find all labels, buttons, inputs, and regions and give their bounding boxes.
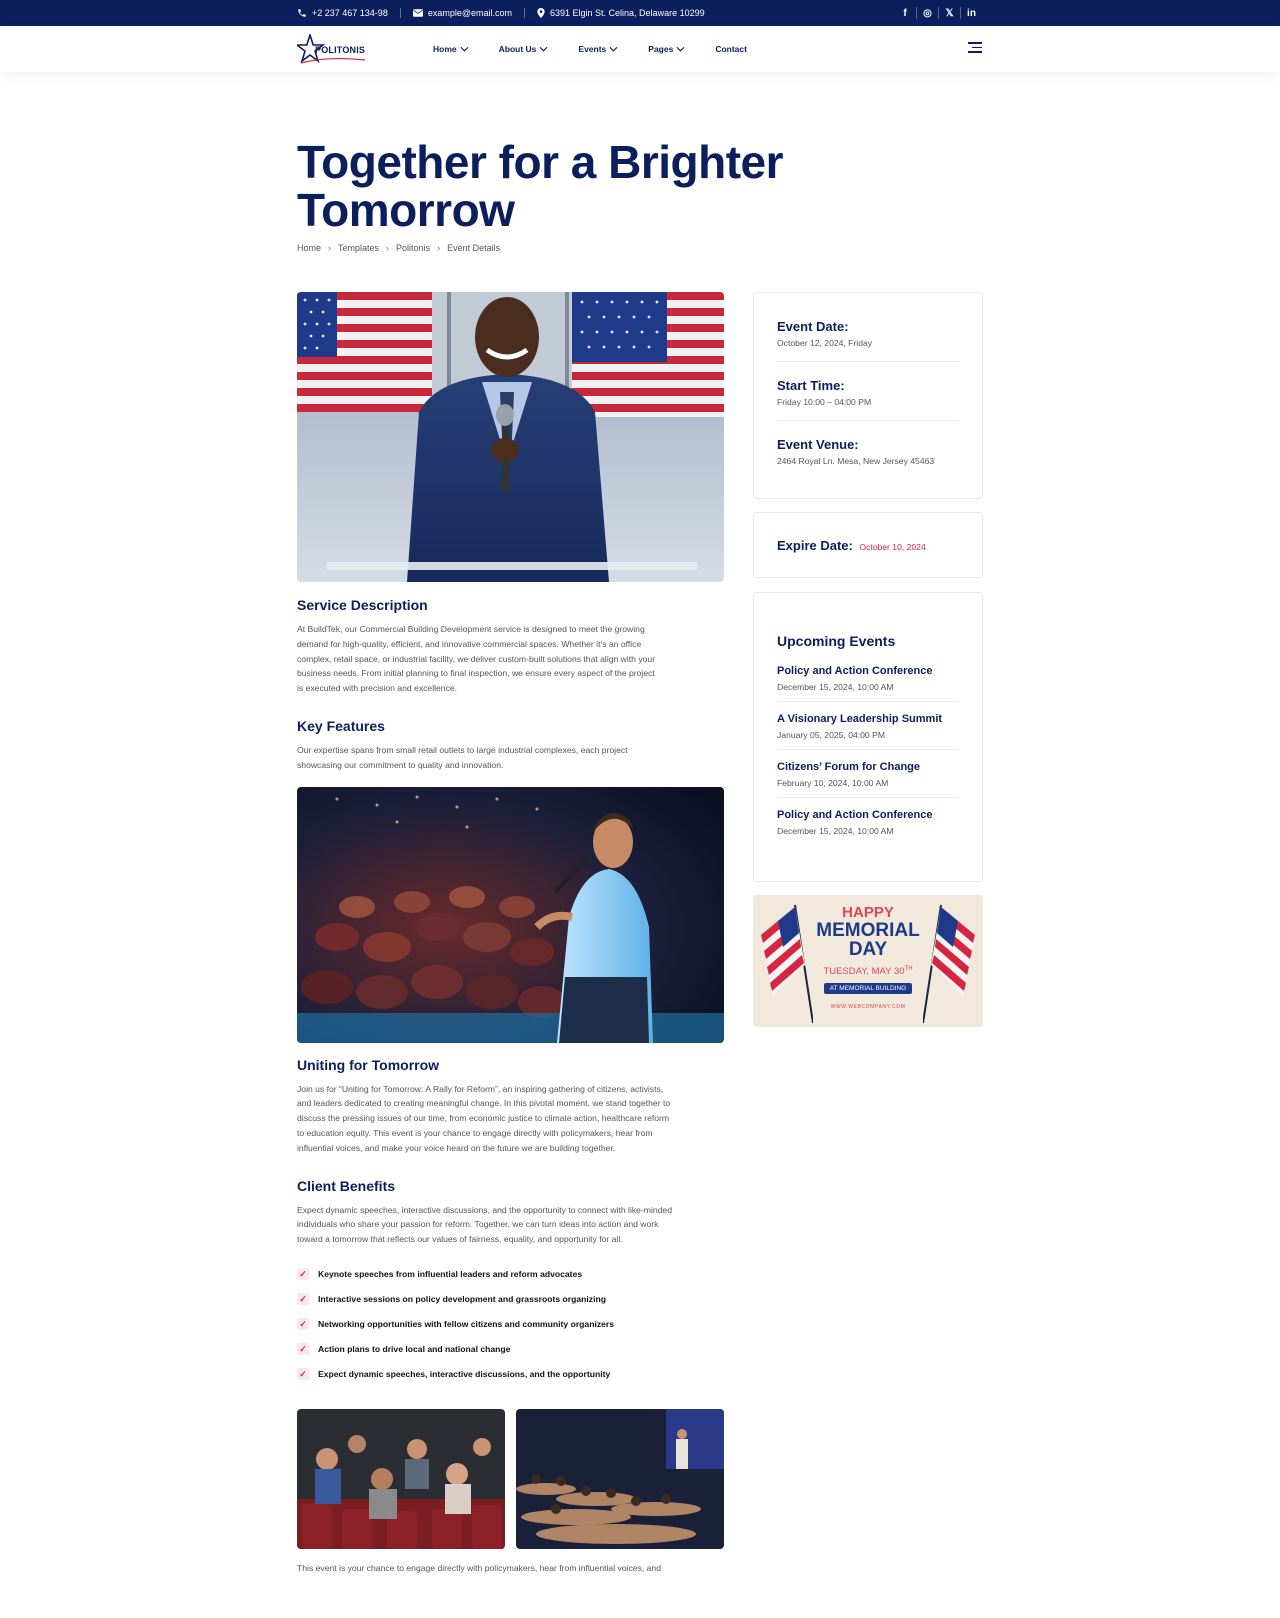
location-pin-icon: [537, 8, 545, 18]
expire-date-value: October 10, 2024: [859, 542, 926, 552]
promo-date-suffix: TH: [904, 966, 913, 972]
memorial-day-banner[interactable]: [753, 895, 983, 1027]
phone-item[interactable]: [297, 8, 388, 18]
upcoming-events-card: [753, 592, 983, 882]
service-description-heading: Service Description: [297, 597, 428, 613]
social-links: [894, 0, 982, 26]
list-item: [297, 1337, 724, 1362]
expire-date-card: [753, 512, 983, 578]
contact-info: [297, 0, 705, 26]
event-details-card: [753, 292, 983, 499]
divider: [400, 8, 401, 18]
event-date-label: Event Date:: [777, 319, 849, 334]
promo-happy: HAPPY: [842, 904, 894, 921]
chevron-down-icon: [676, 46, 685, 52]
facebook-icon[interactable]: f: [903, 7, 907, 19]
start-time-label: Start Time:: [777, 378, 845, 393]
breadcrumb: [297, 243, 500, 253]
mail-icon: [413, 9, 423, 17]
hamburger-menu-icon[interactable]: [968, 42, 982, 54]
event-date-value: October 12, 2024, Friday: [777, 338, 873, 348]
speaker-on-stage-image: [297, 787, 724, 1043]
promo-day: DAY: [848, 939, 888, 960]
main-content: [297, 292, 724, 1576]
email-item[interactable]: [413, 8, 512, 18]
upcoming-event-title[interactable]: Citizens’ Forum for Change: [777, 761, 921, 773]
closing-text: This event is your chance to engage directly with policymakers, hear from influential voices, and: [297, 1562, 661, 1573]
check-icon: ✓: [297, 1268, 309, 1280]
upcoming-event-title[interactable]: A Visionary Leadership Summit: [777, 713, 943, 725]
chevron-right-icon: ›: [437, 243, 441, 253]
check-icon: ✓: [297, 1293, 309, 1305]
linkedin-icon[interactable]: in: [960, 7, 982, 19]
check-icon: ✓: [297, 1343, 309, 1355]
address-text: 6391 Elgin St. Celina, Delaware 10299: [550, 8, 705, 18]
promo-date: TUESDAY, MAY 30: [823, 966, 905, 978]
nav-item-about-us[interactable]: [499, 44, 549, 54]
event-venue-value: 2464 Royal Ln. Mesa, New Jersey 45463: [777, 456, 935, 466]
client-benefits-text: Expect dynamic speeches, interactive discussions, and the opportunity to connect with like-minded individuals who share your passion for reform. Together, we can turn ideas into action and work toward a tomorrow that reflects our values of fairness, equality, and opportunity for all.: [297, 1204, 672, 1245]
breadcrumb-politonis[interactable]: Politonis: [396, 243, 431, 253]
check-icon: ✓: [297, 1318, 309, 1330]
nav-item-contact[interactable]: [715, 44, 747, 54]
breadcrumb-templates[interactable]: Templates: [338, 243, 380, 253]
x-twitter-icon[interactable]: 𝕏: [938, 7, 960, 19]
top-bar: [0, 0, 1280, 26]
benefits-list: [297, 1262, 724, 1387]
promo-venue: AT MEMORIAL BUILDING: [824, 983, 912, 994]
event-date-block: [777, 319, 959, 362]
upcoming-event-item[interactable]: [777, 665, 959, 702]
nav-item-events[interactable]: [578, 44, 618, 54]
nav-item-label: Home: [433, 44, 457, 54]
upcoming-event-date: December 15, 2024, 10:00 AM: [777, 682, 894, 692]
page-title: Together for a Brighter Tomorrow: [297, 136, 784, 236]
list-item: [297, 1312, 724, 1337]
address-item[interactable]: [537, 8, 705, 18]
main-navigation: [0, 26, 1280, 72]
nav-item-label: Contact: [715, 44, 747, 54]
client-benefits-heading: Client Benefits: [297, 1177, 396, 1194]
venue-block: [777, 437, 959, 466]
nav-item-pages[interactable]: [648, 44, 685, 54]
divider: [524, 8, 525, 18]
nav-item-label: About Us: [498, 44, 537, 54]
service-description-text: At BuildTek, our Commercial Building Development service is designed to meet the growing demand for high-quality, efficient, and innovative commercial spaces. Whether it’s an office complex, retail space, or industrial facility, we deliver custom-built solutions that align with your business needs. From initial planning to final inspection, we ensure every aspect of the project is executed with precision and excellence.: [297, 624, 656, 694]
breadcrumb-home[interactable]: Home: [297, 243, 322, 253]
phone-text: +2 237 467 134-98: [312, 8, 388, 18]
upcoming-event-date: February 10, 2024, 10:00 AM: [777, 778, 889, 788]
upcoming-event-date: January 05, 2025, 04:00 PM: [777, 730, 885, 740]
promo-memorial: MEMORIAL: [816, 920, 920, 941]
key-features-heading: Key Features: [297, 717, 385, 734]
upcoming-event-item[interactable]: [777, 761, 959, 798]
phone-icon: [297, 8, 307, 18]
list-item: [297, 1362, 724, 1387]
upcoming-event-title[interactable]: Policy and Action Conference: [777, 665, 933, 677]
upcoming-event-title[interactable]: Policy and Action Conference: [777, 809, 933, 821]
upcoming-event-date: December 15, 2024, 10:00 AM: [777, 826, 894, 836]
list-item: [297, 1287, 724, 1312]
logo[interactable]: [297, 34, 367, 66]
nav-menu: [433, 26, 777, 72]
chevron-right-icon: ›: [328, 243, 332, 253]
uniting-heading: Uniting for Tomorrow: [297, 1056, 440, 1073]
start-time-block: [777, 378, 959, 421]
chevron-down-icon: [539, 46, 548, 52]
benefit-text: Expect dynamic speeches, interactive discussions, and the opportunity: [318, 1369, 611, 1380]
upcoming-event-item[interactable]: [777, 809, 959, 845]
uniting-text: Join us for “Uniting for Tomorrow: A Rally for Reform”, an inspiring gathering of citizens, activists, and leaders dedicated to creating meaningful change. In this pivotal moment, we stand together to discuss the pressing issues of our time, from economic justice to climate action, healthcare reform to education equity. This event is your chance to engage directly with policymakers, hear from influential voices, and make your voice heard on the future we are building together.: [297, 1083, 671, 1153]
instagram-icon[interactable]: ◎: [916, 7, 938, 19]
upcoming-events-heading: Upcoming Events: [777, 633, 896, 649]
auditorium-lecture-image: [516, 1409, 724, 1549]
benefit-text: Interactive sessions on policy development and grassroots organizing: [318, 1294, 606, 1305]
speaker-with-flags-image: [297, 292, 724, 582]
list-item: [297, 1262, 724, 1287]
start-time-value: Friday 10:00 – 04:00 PM: [777, 397, 872, 407]
chevron-right-icon: ›: [386, 243, 390, 253]
upcoming-event-item[interactable]: [777, 713, 959, 750]
key-features-text: Our expertise spans from small retail outlets to large industrial complexes, each project showcasing our commitment to quality and innovation.: [297, 744, 628, 770]
nav-item-label: Events: [578, 44, 607, 54]
nav-item-label: Pages: [648, 44, 674, 54]
benefit-text: Networking opportunities with fellow citizens and community organizers: [318, 1319, 615, 1330]
email-text: example@email.com: [427, 8, 512, 18]
logo-text: POLITONIS: [315, 45, 366, 55]
audience-cheering-image: [297, 1409, 505, 1549]
gallery-row: [297, 1409, 724, 1549]
breadcrumb-current: Event Details: [447, 243, 501, 253]
benefit-text: Keynote speeches from influential leaders and reform advocates: [318, 1269, 583, 1280]
expire-date-label: Expire Date:: [777, 538, 853, 553]
promo-url: WWW.WEBCOMPANY.COM: [830, 1004, 906, 1011]
event-venue-label: Event Venue:: [777, 437, 859, 452]
chevron-down-icon: [609, 46, 618, 52]
chevron-down-icon: [460, 46, 469, 52]
nav-item-home[interactable]: [433, 44, 469, 54]
benefit-text: Action plans to drive local and national change: [318, 1344, 511, 1355]
check-icon: ✓: [297, 1368, 309, 1380]
